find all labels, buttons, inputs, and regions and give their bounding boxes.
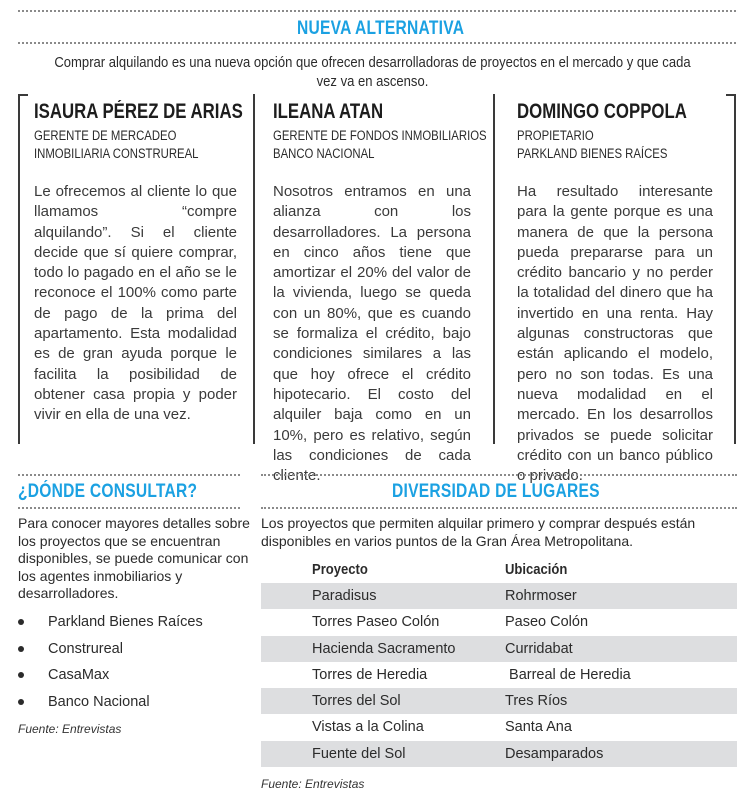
table-row: [261, 662, 737, 688]
bullet-icon: [18, 672, 24, 678]
contact-list: [18, 612, 203, 718]
project-cell: Paradisus: [312, 588, 377, 604]
project-cell: Fuente del Sol: [312, 745, 406, 762]
interview-quote: Ha resultado interesante para la gente porque es una manera de que la persona pueda prepararse para un crédito bancario y no perder la totalidad del dinero que ha invertido en una renta. Hay algunas constructoras que están aplicando el modelo, pero no son todas. Es una nueva modalidad en el mercado. En los desarrollos privados se puede solicitar crédito con un banco público o privado.: [517, 183, 713, 485]
interview-quote: Nosotros entramos en una alianza con los desarrolladores. La persona en cinco años tiene que amortizar el 20% del valor de la vivienda, luego se queda con un 80%, que es cuando se formaliza el crédito, bajo condiciones similares a las que hoy ofrece el crédito hipotecario. El costo del alquiler baja como en un 10%, pero es relativo, según las condiciones de cada cliente.: [273, 183, 471, 485]
column-header-ubicacion: Ubicación: [505, 562, 568, 578]
section-title-diversidad: DIVERSIDAD DE LUGARES: [392, 481, 600, 502]
consult-text: Para conocer mayores detalles sobre los proyectos que se encuentran disponibles, se puede comunicar con los agentes inmobiliarios y desarrolladores.: [18, 515, 250, 601]
frame-left: [18, 94, 20, 444]
section-title-nueva-alternativa: NUEVA ALTERNATIVA: [297, 18, 465, 39]
interview-column-2: [273, 100, 487, 486]
contact-name: Banco Nacional: [48, 693, 150, 710]
top-dotted-rule: [18, 10, 736, 12]
interviewee-company: PARKLAND BIENES RAÍCES: [517, 146, 668, 161]
project-cell: Torres Paseo Colón: [312, 614, 440, 631]
interview-column-1: [34, 100, 243, 426]
right-dotted-rule-top: [261, 474, 737, 476]
location-cell: Rohrmoser: [505, 588, 577, 604]
source-note-right: Fuente: Entrevistas: [261, 777, 365, 791]
source-note-left: Fuente: Entrevistas: [18, 722, 122, 736]
column-divider-2: [493, 94, 495, 444]
project-cell: Vistas a la Colina: [312, 719, 424, 736]
interviewee-name: DOMINGO COPPOLA: [517, 100, 687, 123]
column-divider-1: [253, 94, 255, 444]
contact-name: CasaMax: [48, 667, 110, 683]
location-cell: Santa Ana: [505, 719, 572, 736]
list-item: [18, 692, 203, 719]
table-row: [261, 741, 737, 767]
project-cell: Hacienda Sacramento: [312, 640, 456, 657]
interview-column-3: [517, 100, 713, 486]
bullet-icon: [18, 646, 24, 652]
list-item: [18, 665, 203, 692]
interviewee-company: INMOBILIARIA CONSTRUREAL: [34, 146, 199, 161]
interviewee-name: ISAURA PÉREZ DE ARIAS: [34, 100, 243, 123]
location-cell: Paseo Colón: [505, 614, 589, 631]
table-header: [261, 559, 737, 583]
places-intro: Los proyectos que permiten alquilar primero y comprar después están disponibles en varios puntos de la Gran Área Metropolitana.: [261, 515, 696, 549]
interviewee-company: BANCO NACIONAL: [273, 146, 375, 161]
bullet-icon: [18, 699, 24, 705]
project-cell: Torres del Sol: [312, 693, 401, 710]
left-dotted-rule-top: [18, 474, 240, 476]
table-row: [261, 583, 737, 609]
column-header-proyecto: Proyecto: [312, 562, 368, 578]
location-cell: Curridabat: [505, 640, 573, 657]
list-item: [18, 612, 203, 639]
interviewee-name: ILEANA ATAN: [273, 100, 384, 123]
interviewee-role: GERENTE DE FONDOS INMOBILIARIOS: [273, 128, 487, 143]
table-row: [261, 688, 737, 714]
section-title-donde-consultar: ¿DÓNDE CONSULTAR?: [18, 481, 198, 502]
project-cell: Torres de Heredia: [312, 666, 428, 683]
list-item: [18, 639, 203, 666]
right-dotted-rule-bottom: [261, 507, 737, 509]
location-cell: Desamparados: [505, 745, 604, 762]
location-cell: Barreal de Heredia: [505, 666, 631, 683]
left-dotted-rule-bottom: [18, 507, 240, 509]
title-dotted-rule: [18, 42, 736, 44]
table-row: [261, 609, 737, 635]
table-row: [261, 636, 737, 662]
contact-name: Construreal: [48, 640, 123, 657]
location-cell: Tres Ríos: [505, 693, 568, 710]
places-table: [261, 583, 737, 767]
contact-name: Parkland Bienes Raíces: [48, 614, 203, 630]
interviewee-role: PROPIETARIO: [517, 128, 594, 143]
section-intro: Comprar alquilando es una nueva opción que ofrecen desarrolladoras de proyectos en el mercado y que cada vez va en ascenso.: [54, 55, 691, 90]
interviewee-role: GERENTE DE MERCADEO: [34, 128, 177, 143]
frame-right: [734, 94, 736, 444]
table-row: [261, 714, 737, 740]
interview-quote: Le ofrecemos al cliente lo que llamamos “compre alquilando”. Si el cliente decide que sí quiere comprar, todo lo pagado en el año se le reconoce el 100% como parte de pago de la prima del apartamento. Esta modalidad es de gran ayuda porque le facilita la posibilidad de obtener casa propia y poder vivir en ella de una vez.: [34, 183, 237, 424]
bullet-icon: [18, 619, 24, 625]
